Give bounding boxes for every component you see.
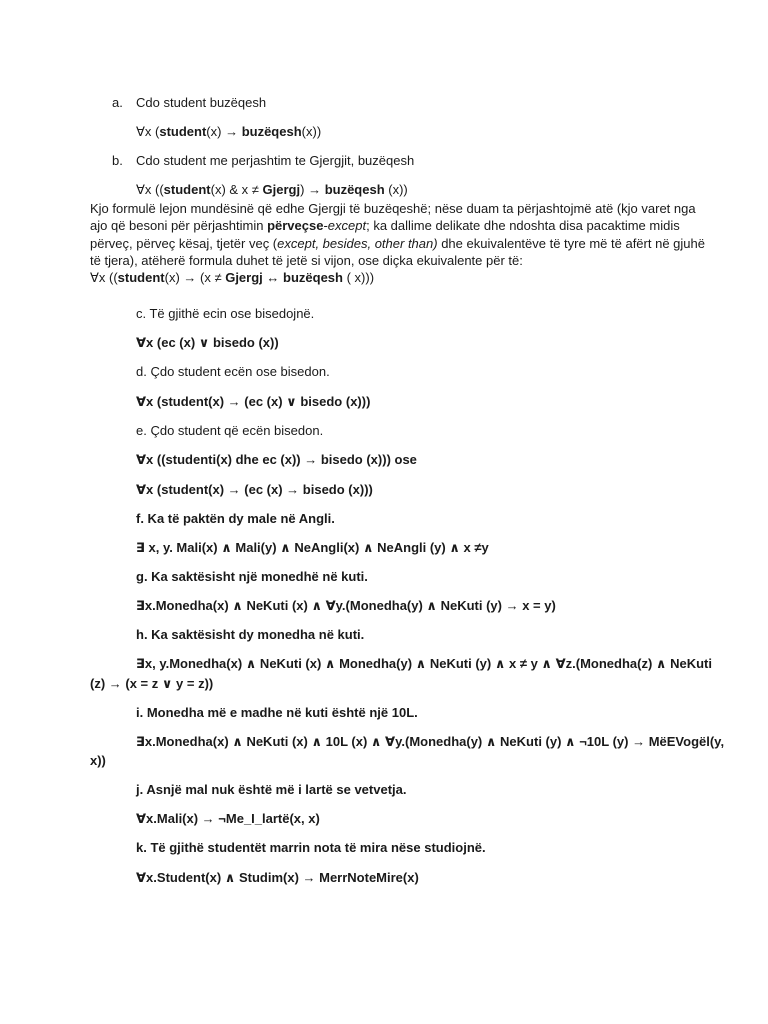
item-c-formula: ∀x (ec (x) ∨ bisedo (x)) bbox=[136, 335, 279, 350]
item-c-title: c. Të gjithë ecin ose bisedojnë. bbox=[136, 306, 315, 321]
item-a-marker: a. bbox=[112, 95, 123, 110]
paragraph-line-2: ajo që besoni për përjashtimin përveçse-except; ka dallime delikate dhe ndoshta disa pacaktime midis bbox=[90, 218, 680, 234]
item-i-title: i. Monedha më e madhe në kuti është një 10L. bbox=[136, 705, 418, 720]
item-e-formula-1: ∀x ((studenti(x) dhe ec (x)) → bisedo (x))) ose bbox=[136, 452, 417, 467]
item-f-title: f. Ka të paktën dy male në Angli. bbox=[136, 511, 335, 526]
item-h-formula-line-1: ∃x, y.Monedha(x) ∧ NeKuti (x) ∧ Monedha(y) ∧ NeKuti (y) ∧ x ≠ y ∧ ∀z.(Monedha(z) ∧ NeKuti bbox=[136, 656, 712, 671]
item-g-formula: ∃x.Monedha(x) ∧ NeKuti (x) ∧ ∀y.(Monedha(y) ∧ NeKuti (y) → x = y) bbox=[136, 598, 556, 613]
item-a-formula: ∀x (student(x) → buzëqesh(x)) bbox=[136, 124, 322, 139]
paragraph-line-1: Kjo formulë lejon mundësinë që edhe Gjergji të buzëqeshë; nëse duam ta përjashtojmë atë (kjo varet nga bbox=[90, 201, 696, 216]
item-h-title: h. Ka saktësisht dy monedha në kuti. bbox=[136, 627, 365, 642]
item-b-title: Cdo student me perjashtim te Gjergjit, buzëqesh bbox=[136, 153, 415, 168]
item-d-formula: ∀x (student(x) → (ec (x) ∨ bisedo (x))) bbox=[136, 394, 371, 409]
item-b-heading bbox=[112, 152, 414, 169]
item-j-formula: ∀x.Mali(x) → ¬Me_I_lartë(x, x) bbox=[136, 811, 320, 826]
paragraph-line-4: të tjera), atëherë formula duhet të jetë si vijon, ose diçka ekuivalente për të: bbox=[90, 252, 523, 268]
item-h-formula-line-2: (z) → (x = z ∨ y = z)) bbox=[90, 676, 214, 691]
item-b-marker: b. bbox=[112, 153, 123, 168]
item-f-formula: ∃ x, y. Mali(x) ∧ Mali(y) ∧ NeAngli(x) ∧ NeAngli (y) ∧ x ≠y bbox=[136, 540, 489, 555]
explanation-paragraph bbox=[90, 200, 705, 286]
item-d-title: d. Çdo student ecën ose bisedon. bbox=[136, 364, 330, 379]
item-e-title: e. Çdo student që ecën bisedon. bbox=[136, 423, 324, 438]
paragraph-formula: ∀x ((student(x) → (x ≠ Gjergj ↔ buzëqesh ( x))) bbox=[90, 270, 375, 286]
item-i-formula-line-2: x)) bbox=[90, 753, 106, 768]
item-j-title: j. Asnjë mal nuk është më i lartë se vetvetja. bbox=[136, 782, 407, 797]
item-a-heading bbox=[112, 94, 266, 111]
item-e-formula-2: ∀x (student(x) → (ec (x) → bisedo (x))) bbox=[136, 482, 373, 497]
item-k-formula: ∀x.Student(x) ∧ Studim(x) → MerrNoteMire(x) bbox=[136, 870, 419, 885]
item-g-title: g. Ka saktësisht një monedhë në kuti. bbox=[136, 569, 368, 584]
item-a-title: Cdo student buzëqesh bbox=[136, 95, 267, 110]
item-k-title: k. Të gjithë studentët marrin nota të mira nëse studiojnë. bbox=[136, 840, 486, 855]
item-b-formula: ∀x ((student(x) & x ≠ Gjergj) → buzëqesh (x)) bbox=[136, 182, 408, 197]
paragraph-line-3: përveç, përveç kësaj, tjetër veç (except, besides, other than) dhe ekuivalentëve të tyre më të afërt në gjuhë bbox=[90, 235, 705, 251]
item-i-formula-line-1: ∃x.Monedha(x) ∧ NeKuti (x) ∧ 10L (x) ∧ ∀y.(Monedha(y) ∧ NeKuti (y) ∧ ¬10L (y) → MëEVogël(y, bbox=[136, 734, 725, 749]
